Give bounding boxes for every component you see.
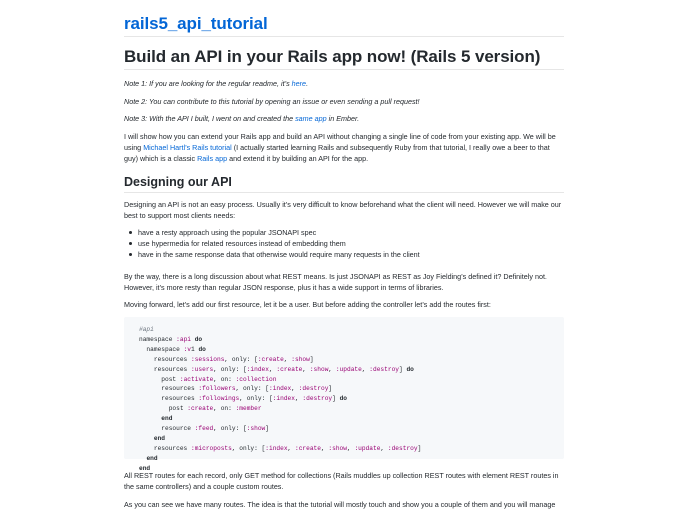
code-line: namespace :v1 do (139, 345, 206, 353)
code-line: post :activate, on: :collection (139, 375, 277, 383)
bullet-icon (129, 242, 132, 245)
list-item (138, 249, 564, 260)
bullet-icon (129, 253, 132, 256)
title-divider (124, 69, 564, 70)
note-3 (124, 113, 564, 124)
requirements-list (124, 227, 564, 260)
bullet-icon (129, 231, 132, 234)
moving-forward-paragraph: Moving forward, let’s add our first resource, let it be a user. But before adding the controller let’s add the routes first: (124, 300, 491, 309)
section-divider (124, 192, 564, 193)
header-divider (124, 36, 564, 37)
rest-paragraph: By the way, there is a long discussion about what REST means. Is just JSONAPI as REST as Joy Fielding’s defined it? Definitely not. However, it’s more resty than regular JSON response, plus it has a wide support in terms of libraries. (124, 272, 547, 292)
page-title: Build an API in your Rails app now! (Rails 5 version) (124, 47, 541, 66)
intro-text-3: and extend it by building an API for the app. (227, 154, 369, 163)
intro-text-1: I will show how you can extend your Rails app and build an API without changing a single line of code from your existing app. We will be using (124, 132, 556, 152)
note-2 (124, 96, 564, 107)
here-link[interactable]: here (291, 79, 307, 88)
code-line: post :create, on: :member (139, 405, 262, 413)
site-title-link[interactable]: rails5_api_tutorial (124, 14, 268, 33)
list-item-text: have in the same response data that otherwise would require many requests in the client (138, 250, 420, 259)
list-item (138, 238, 564, 249)
code-content (139, 325, 421, 474)
code-line: end (139, 464, 151, 472)
list-item (138, 227, 564, 238)
note-1 (124, 78, 564, 89)
intro-text-2: (I actually started learning Rails and subsequently Ruby from that tutorial, I really owe a beer to that guy) which is a classic (124, 143, 550, 163)
designing-paragraph: Designing an API is not an easy process. Usually it’s very difficult to know beforehand what the client will need. However we will make our best to support most clients needs: (124, 200, 562, 220)
note-1-text: Note 1: If you are looking for the regular readme, it’s (124, 79, 292, 88)
code-line: end (146, 454, 158, 462)
code-line: resources :users, only: [:index, :create, :show, :update, :destroy] do (139, 365, 414, 373)
list-item-text: have a resty approach using the popular JSONAPI spec (138, 228, 317, 237)
code-line: resources :sessions, only: [:create, :show] (139, 355, 314, 363)
code-line: end (161, 415, 173, 423)
code-line: resources :followings, only: [:index, :destroy] do (139, 395, 348, 403)
same-app-link[interactable]: same app (295, 114, 327, 123)
note-1-after: . (306, 79, 309, 88)
routes-summary-paragraph: All REST routes for each record, only GET method for collections (Rails muddles up collection REST routes with element REST routes in the same controllers) and a couple custom routes. (124, 471, 559, 491)
note-3-after: in Ember. (326, 114, 360, 123)
note-2-text: Note 2: You can contribute to this tutorial by opening an issue or even sending a pull request! (124, 97, 420, 106)
code-line: resource :feed, only: [:show] (139, 425, 269, 433)
intro-paragraph (124, 131, 564, 164)
list-item-text: use hypermedia for related resources instead of embedding them (138, 239, 346, 248)
note-3-text: Note 3: With the API I built, I went on and created the (124, 114, 296, 123)
routes-note-paragraph: As you can see we have many routes. The idea is that the tutorial will mostly touch and show you a couple of them and you will manage (124, 500, 556, 509)
section-heading: Designing our API (124, 175, 232, 189)
rails-app-link[interactable]: Rails app (197, 154, 228, 163)
code-line: resources :followers, only: [:index, :destroy] (139, 385, 333, 393)
code-line: namespace :api do (139, 335, 203, 343)
code-line: resources :microposts, only: [:index, :create, :show, :update, :destroy] (139, 444, 422, 452)
routes-code-block (124, 317, 564, 472)
code-line: end (153, 434, 165, 442)
hartl-tutorial-link[interactable]: Michael Hartl’s Rails tutorial (143, 143, 232, 152)
code-comment: #api (139, 326, 154, 333)
